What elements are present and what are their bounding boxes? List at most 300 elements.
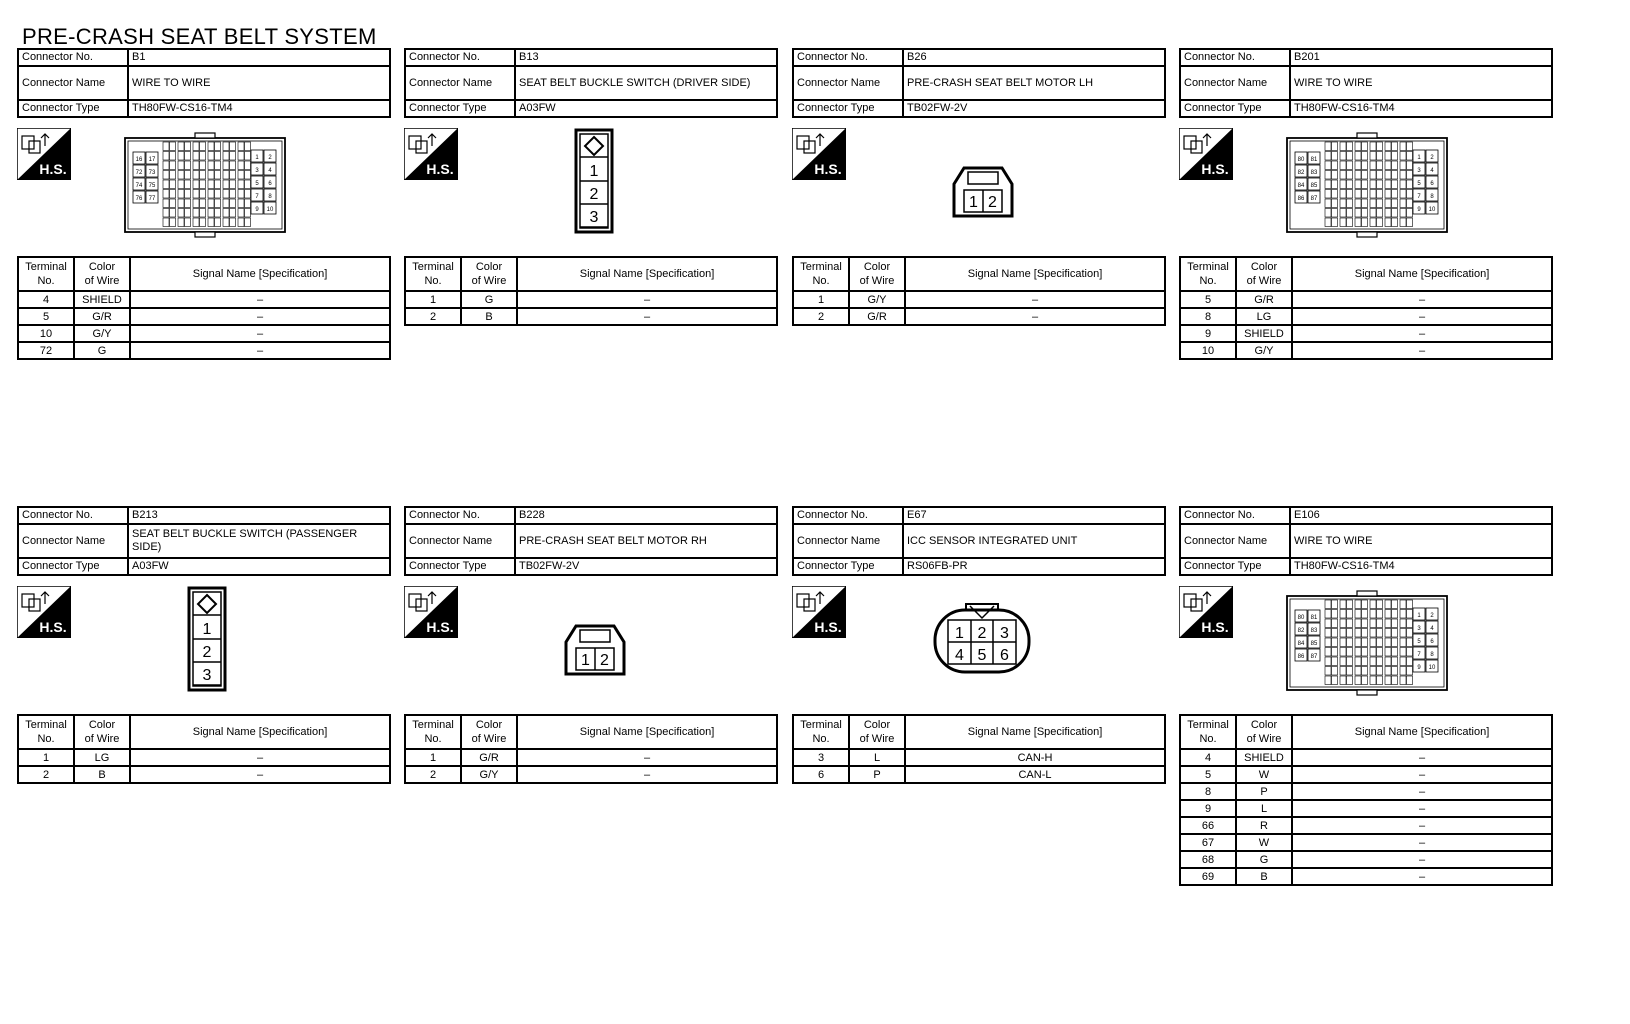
hs-harness-side-icon: [404, 128, 458, 180]
table-row: [1180, 851, 1552, 868]
terminal-no-header: [18, 257, 74, 291]
pin-label: 8: [1430, 652, 1434, 658]
wire-color-cell: SHIELD: [1236, 325, 1292, 342]
terminal-header-line2: No.: [37, 275, 55, 287]
pin-label: 10: [266, 207, 274, 213]
color-of-wire-header: [849, 715, 905, 749]
pin-label: 83: [1310, 628, 1318, 634]
terminal-header-line2: No.: [424, 733, 442, 745]
wire-color-cell: B: [74, 766, 130, 783]
signal-name-cell: –: [1292, 291, 1552, 308]
signal-name-header: Signal Name [Specification]: [517, 257, 777, 291]
connector-type-label: Connector Type: [18, 100, 128, 117]
hs-label: H.S.: [426, 619, 454, 635]
hs-label: H.S.: [426, 161, 454, 177]
pin-label: 1: [202, 621, 212, 638]
pin-label: 2: [589, 186, 599, 203]
hs-harness-side-icon: [404, 586, 458, 638]
connector-type-value: A03FW: [128, 558, 390, 575]
table-row: [1180, 749, 1552, 766]
color-of-wire-header: [74, 257, 130, 291]
connector-face-diagram: [1285, 590, 1449, 696]
terminal-no-header: [405, 715, 461, 749]
connector-face-diagram: [187, 586, 227, 692]
terminal-header-line2: No.: [812, 275, 830, 287]
connector-figure: [792, 576, 1166, 714]
signal-name-cell: –: [1292, 749, 1552, 766]
connector-name-label: Connector Name: [793, 66, 903, 100]
connector-no-label: Connector No.: [405, 49, 515, 66]
wire-color-cell: L: [1236, 800, 1292, 817]
connector-figure: [17, 118, 391, 256]
pin-label: 9: [1417, 665, 1421, 671]
connector-type-value: A03FW: [515, 100, 777, 117]
connector-name-label: Connector Name: [793, 524, 903, 558]
pin-label: 76: [135, 196, 143, 202]
pin-label: 85: [1310, 641, 1318, 647]
wire-color-cell: P: [1236, 783, 1292, 800]
table-row: [18, 342, 390, 359]
hs-label: H.S.: [814, 619, 842, 635]
color-header-line1: Color: [88, 719, 116, 731]
pin-label: 1: [589, 163, 599, 180]
table-row: [18, 766, 390, 783]
table-row: [405, 749, 777, 766]
connector-block-b1: [17, 48, 391, 360]
hs-label: H.S.: [1201, 161, 1229, 177]
terminal-table: [1179, 714, 1553, 886]
connector-no-label: Connector No.: [793, 507, 903, 524]
signal-name-cell: –: [517, 291, 777, 308]
terminal-no-cell: 2: [793, 308, 849, 325]
signal-name-cell: CAN-H: [905, 749, 1165, 766]
wire-color-cell: P: [849, 766, 905, 783]
signal-name-cell: CAN-L: [905, 766, 1165, 783]
wire-color-cell: R: [1236, 817, 1292, 834]
terminal-no-header: [405, 257, 461, 291]
hs-harness-side-icon: [17, 128, 71, 180]
connector-name-value: ICC SENSOR INTEGRATED UNIT: [903, 524, 1165, 558]
pin-label: 81: [1310, 615, 1318, 621]
pin-label: 5: [1417, 181, 1421, 187]
connector-figure: [404, 576, 778, 714]
color-header-line2: of Wire: [84, 733, 120, 745]
connector-no-label: Connector No.: [18, 507, 128, 524]
table-row: [1180, 817, 1552, 834]
pin-label: 3: [202, 667, 212, 684]
connector-header-table: [17, 506, 391, 576]
pin-label: 16: [135, 157, 143, 163]
terminal-no-cell: 66: [1180, 817, 1236, 834]
connector-block-b228: [404, 506, 778, 784]
hs-harness-side-icon: [17, 586, 71, 638]
color-of-wire-header: [74, 715, 130, 749]
color-header-line1: Color: [1250, 719, 1278, 731]
pin-label: 2: [1430, 613, 1434, 619]
color-header-line2: of Wire: [859, 275, 895, 287]
pin-label: 85: [1310, 183, 1318, 189]
pin-label: 2: [977, 625, 987, 642]
pin-label: 5: [1417, 639, 1421, 645]
terminal-no-cell: 67: [1180, 834, 1236, 851]
terminal-table: [1179, 256, 1553, 360]
signal-name-header: Signal Name [Specification]: [517, 715, 777, 749]
terminal-no-cell: 2: [18, 766, 74, 783]
connector-block-e67: [792, 506, 1166, 784]
pin-label: 6: [1430, 639, 1434, 645]
terminal-header-line2: No.: [1199, 733, 1217, 745]
signal-name-header: Signal Name [Specification]: [1292, 715, 1552, 749]
pin-label: 4: [268, 168, 272, 174]
wire-color-cell: G/Y: [1236, 342, 1292, 359]
connector-type-value: TB02FW-2V: [515, 558, 777, 575]
terminal-no-cell: 72: [18, 342, 74, 359]
wire-color-cell: LG: [74, 749, 130, 766]
connector-type-label: Connector Type: [1180, 100, 1290, 117]
wire-color-cell: SHIELD: [1236, 749, 1292, 766]
wire-color-cell: W: [1236, 766, 1292, 783]
pin-label: 3: [1417, 626, 1421, 632]
pin-label: 84: [1297, 641, 1305, 647]
color-header-line1: Color: [475, 261, 503, 273]
connector-face-diagram: [1285, 132, 1449, 238]
terminal-no-header: [793, 715, 849, 749]
terminal-no-header: [18, 715, 74, 749]
signal-name-cell: –: [1292, 834, 1552, 851]
terminal-table: [792, 714, 1166, 784]
table-row: [1180, 783, 1552, 800]
terminal-header-line1: Terminal: [800, 719, 842, 731]
terminal-header-line1: Terminal: [412, 261, 454, 273]
hs-harness-side-icon: [1179, 128, 1233, 180]
pin-label: 5: [977, 647, 987, 664]
table-row: [405, 291, 777, 308]
connector-no-label: Connector No.: [1180, 507, 1290, 524]
connector-header-table: [404, 48, 778, 118]
terminal-no-cell: 68: [1180, 851, 1236, 868]
signal-name-cell: –: [1292, 800, 1552, 817]
connector-no-label: Connector No.: [793, 49, 903, 66]
connector-name-label: Connector Name: [1180, 524, 1290, 558]
terminal-no-cell: 4: [1180, 749, 1236, 766]
terminal-table: [17, 256, 391, 360]
wire-color-cell: G/R: [461, 749, 517, 766]
connector-name-value: SEAT BELT BUCKLE SWITCH (DRIVER SIDE): [515, 66, 777, 100]
connector-block-b213: [17, 506, 391, 784]
color-of-wire-header: [1236, 257, 1292, 291]
signal-name-cell: –: [517, 766, 777, 783]
color-of-wire-header: [1236, 715, 1292, 749]
table-row: [1180, 325, 1552, 342]
table-row: [1180, 766, 1552, 783]
terminal-no-cell: 9: [1180, 325, 1236, 342]
terminal-header-line2: No.: [424, 275, 442, 287]
signal-name-header: Signal Name [Specification]: [1292, 257, 1552, 291]
connector-name-value: WIRE TO WIRE: [128, 66, 390, 100]
connector-no-label: Connector No.: [18, 49, 128, 66]
connector-figure: [404, 118, 778, 256]
connector-face-diagram: [562, 622, 628, 678]
terminal-no-cell: 4: [18, 291, 74, 308]
signal-name-cell: –: [130, 766, 390, 783]
signal-name-header: Signal Name [Specification]: [905, 257, 1165, 291]
connector-block-b13: [404, 48, 778, 326]
signal-name-cell: –: [517, 749, 777, 766]
terminal-no-cell: 10: [18, 325, 74, 342]
pin-label: 1: [255, 155, 259, 161]
connector-no-label: Connector No.: [1180, 49, 1290, 66]
terminal-table: [792, 256, 1166, 326]
terminal-no-cell: 3: [793, 749, 849, 766]
pin-label: 4: [955, 647, 964, 664]
table-row: [18, 325, 390, 342]
pin-label: 86: [1297, 654, 1305, 660]
signal-name-cell: –: [1292, 342, 1552, 359]
table-row: [18, 749, 390, 766]
connector-type-label: Connector Type: [405, 100, 515, 117]
connector-type-label: Connector Type: [793, 100, 903, 117]
connector-type-label: Connector Type: [793, 558, 903, 575]
pin-label: 1: [969, 194, 978, 211]
connector-type-label: Connector Type: [1180, 558, 1290, 575]
hs-harness-side-icon: [792, 586, 846, 638]
terminal-table: [17, 714, 391, 784]
wire-color-cell: G: [74, 342, 130, 359]
connector-header-table: [792, 506, 1166, 576]
pin-label: 77: [148, 196, 156, 202]
pin-label: 82: [1297, 170, 1305, 176]
table-row: [1180, 308, 1552, 325]
connector-name-label: Connector Name: [18, 66, 128, 100]
connector-no-value: E106: [1290, 507, 1552, 524]
color-of-wire-header: [461, 715, 517, 749]
signal-name-cell: –: [1292, 308, 1552, 325]
wire-color-cell: LG: [1236, 308, 1292, 325]
color-header-line1: Color: [475, 719, 503, 731]
terminal-no-header: [1180, 257, 1236, 291]
pin-label: 2: [988, 194, 997, 211]
pin-label: 9: [1417, 207, 1421, 213]
connector-figure: [17, 576, 391, 714]
wire-color-cell: G/Y: [461, 766, 517, 783]
connector-name-value: PRE-CRASH SEAT BELT MOTOR RH: [515, 524, 777, 558]
pin-label: 1: [1417, 613, 1421, 619]
color-header-line1: Color: [863, 719, 891, 731]
wire-color-cell: G/R: [849, 308, 905, 325]
pin-label: 4: [1430, 168, 1434, 174]
terminal-header-line2: No.: [1199, 275, 1217, 287]
signal-name-cell: –: [130, 308, 390, 325]
pin-label: 75: [148, 183, 156, 189]
pin-label: 3: [1000, 625, 1009, 642]
terminal-header-line1: Terminal: [412, 719, 454, 731]
signal-name-cell: –: [1292, 766, 1552, 783]
terminal-no-cell: 8: [1180, 783, 1236, 800]
table-row: [18, 291, 390, 308]
pin-label: 4: [1430, 626, 1434, 632]
pin-label: 10: [1428, 665, 1436, 671]
terminal-no-cell: 6: [793, 766, 849, 783]
signal-name-cell: –: [130, 342, 390, 359]
wire-color-cell: G/R: [74, 308, 130, 325]
connector-block-b26: [792, 48, 1166, 326]
signal-name-cell: –: [1292, 868, 1552, 885]
connector-block-b201: [1179, 48, 1553, 360]
hs-label: H.S.: [814, 161, 842, 177]
connector-name-label: Connector Name: [405, 66, 515, 100]
terminal-no-cell: 5: [18, 308, 74, 325]
table-row: [793, 308, 1165, 325]
connector-no-value: B201: [1290, 49, 1552, 66]
connector-figure: [1179, 118, 1553, 256]
terminal-no-header: [1180, 715, 1236, 749]
pin-label: 9: [255, 207, 259, 213]
terminal-no-cell: 5: [1180, 291, 1236, 308]
pin-label: 7: [1417, 652, 1421, 658]
color-header-line2: of Wire: [84, 275, 120, 287]
signal-name-cell: –: [130, 749, 390, 766]
pin-label: 6: [1430, 181, 1434, 187]
page-title: PRE-CRASH SEAT BELT SYSTEM: [22, 24, 377, 49]
table-row: [1180, 800, 1552, 817]
table-row: [793, 766, 1165, 783]
signal-name-cell: –: [905, 291, 1165, 308]
pin-label: 73: [148, 170, 156, 176]
hs-harness-side-icon: [1179, 586, 1233, 638]
connector-type-value: TH80FW-CS16-TM4: [128, 100, 390, 117]
connector-name-value: SEAT BELT BUCKLE SWITCH (PASSENGER SIDE): [128, 524, 390, 558]
terminal-no-header: [793, 257, 849, 291]
connector-name-value: PRE-CRASH SEAT BELT MOTOR LH: [903, 66, 1165, 100]
wire-color-cell: B: [461, 308, 517, 325]
signal-name-cell: –: [130, 325, 390, 342]
signal-name-cell: –: [130, 291, 390, 308]
pin-label: 81: [1310, 157, 1318, 163]
wire-color-cell: L: [849, 749, 905, 766]
signal-name-cell: –: [517, 308, 777, 325]
pin-label: 84: [1297, 183, 1305, 189]
connector-type-value: RS06FB-PR: [903, 558, 1165, 575]
hs-harness-side-icon: [792, 128, 846, 180]
table-row: [18, 308, 390, 325]
pin-label: 7: [1417, 194, 1421, 200]
color-of-wire-header: [461, 257, 517, 291]
connector-type-value: TH80FW-CS16-TM4: [1290, 100, 1552, 117]
pin-label: 1: [1417, 155, 1421, 161]
table-row: [793, 749, 1165, 766]
signal-name-cell: –: [905, 308, 1165, 325]
connector-no-value: E67: [903, 507, 1165, 524]
terminal-header-line2: No.: [812, 733, 830, 745]
pin-label: 2: [268, 155, 272, 161]
terminal-table: [404, 256, 778, 326]
pin-label: 5: [255, 181, 259, 187]
pin-label: 74: [135, 183, 143, 189]
connector-block-e106: [1179, 506, 1553, 886]
signal-name-cell: –: [1292, 817, 1552, 834]
connector-name-label: Connector Name: [405, 524, 515, 558]
color-header-line2: of Wire: [1246, 733, 1282, 745]
pin-label: 1: [581, 652, 590, 669]
table-row: [1180, 868, 1552, 885]
wire-color-cell: B: [1236, 868, 1292, 885]
wire-color-cell: G/R: [1236, 291, 1292, 308]
pin-label: 7: [255, 194, 259, 200]
pin-label: 3: [589, 209, 599, 226]
connector-type-value: TB02FW-2V: [903, 100, 1165, 117]
terminal-no-cell: 10: [1180, 342, 1236, 359]
pin-label: 8: [268, 194, 272, 200]
color-header-line1: Color: [1250, 261, 1278, 273]
connector-name-value: WIRE TO WIRE: [1290, 66, 1552, 100]
terminal-no-cell: 8: [1180, 308, 1236, 325]
terminal-header-line1: Terminal: [800, 261, 842, 273]
connector-header-table: [792, 48, 1166, 118]
pin-label: 2: [202, 644, 212, 661]
hs-label: H.S.: [1201, 619, 1229, 635]
hs-label: H.S.: [39, 161, 67, 177]
connector-figure: [1179, 576, 1553, 714]
wire-color-cell: G/Y: [849, 291, 905, 308]
table-row: [405, 766, 777, 783]
connector-no-value: B228: [515, 507, 777, 524]
connector-header-table: [1179, 506, 1553, 576]
pin-label: 83: [1310, 170, 1318, 176]
connector-type-label: Connector Type: [18, 558, 128, 575]
wire-color-cell: W: [1236, 834, 1292, 851]
pin-label: 8: [1430, 194, 1434, 200]
signal-name-cell: –: [1292, 325, 1552, 342]
terminal-no-cell: 1: [18, 749, 74, 766]
pin-label: 6: [268, 181, 272, 187]
table-row: [1180, 834, 1552, 851]
pin-label: 3: [1417, 168, 1421, 174]
color-header-line2: of Wire: [471, 275, 507, 287]
signal-name-header: Signal Name [Specification]: [905, 715, 1165, 749]
connector-type-label: Connector Type: [405, 558, 515, 575]
terminal-header-line2: No.: [37, 733, 55, 745]
wire-color-cell: G: [1236, 851, 1292, 868]
table-row: [405, 308, 777, 325]
signal-name-cell: –: [1292, 851, 1552, 868]
connector-header-table: [17, 48, 391, 118]
connector-type-value: TH80FW-CS16-TM4: [1290, 558, 1552, 575]
connector-name-label: Connector Name: [1180, 66, 1290, 100]
terminal-no-cell: 2: [405, 308, 461, 325]
hs-label: H.S.: [39, 619, 67, 635]
connector-header-table: [404, 506, 778, 576]
pin-label: 2: [1430, 155, 1434, 161]
connector-face-diagram: [932, 602, 1032, 676]
wire-color-cell: G: [461, 291, 517, 308]
pin-label: 72: [135, 170, 143, 176]
pin-label: 3: [255, 168, 259, 174]
connector-face-diagram: [950, 164, 1016, 220]
pin-label: 6: [1000, 647, 1009, 664]
terminal-no-cell: 1: [405, 749, 461, 766]
pin-label: 1: [955, 625, 964, 642]
terminal-header-line1: Terminal: [25, 719, 67, 731]
connector-no-value: B213: [128, 507, 390, 524]
pin-label: 2: [600, 652, 609, 669]
wire-color-cell: G/Y: [74, 325, 130, 342]
table-row: [793, 291, 1165, 308]
connector-header-table: [1179, 48, 1553, 118]
terminal-header-line1: Terminal: [25, 261, 67, 273]
pin-label: 17: [148, 157, 156, 163]
pin-label: 87: [1310, 196, 1318, 202]
pin-label: 80: [1297, 615, 1305, 621]
